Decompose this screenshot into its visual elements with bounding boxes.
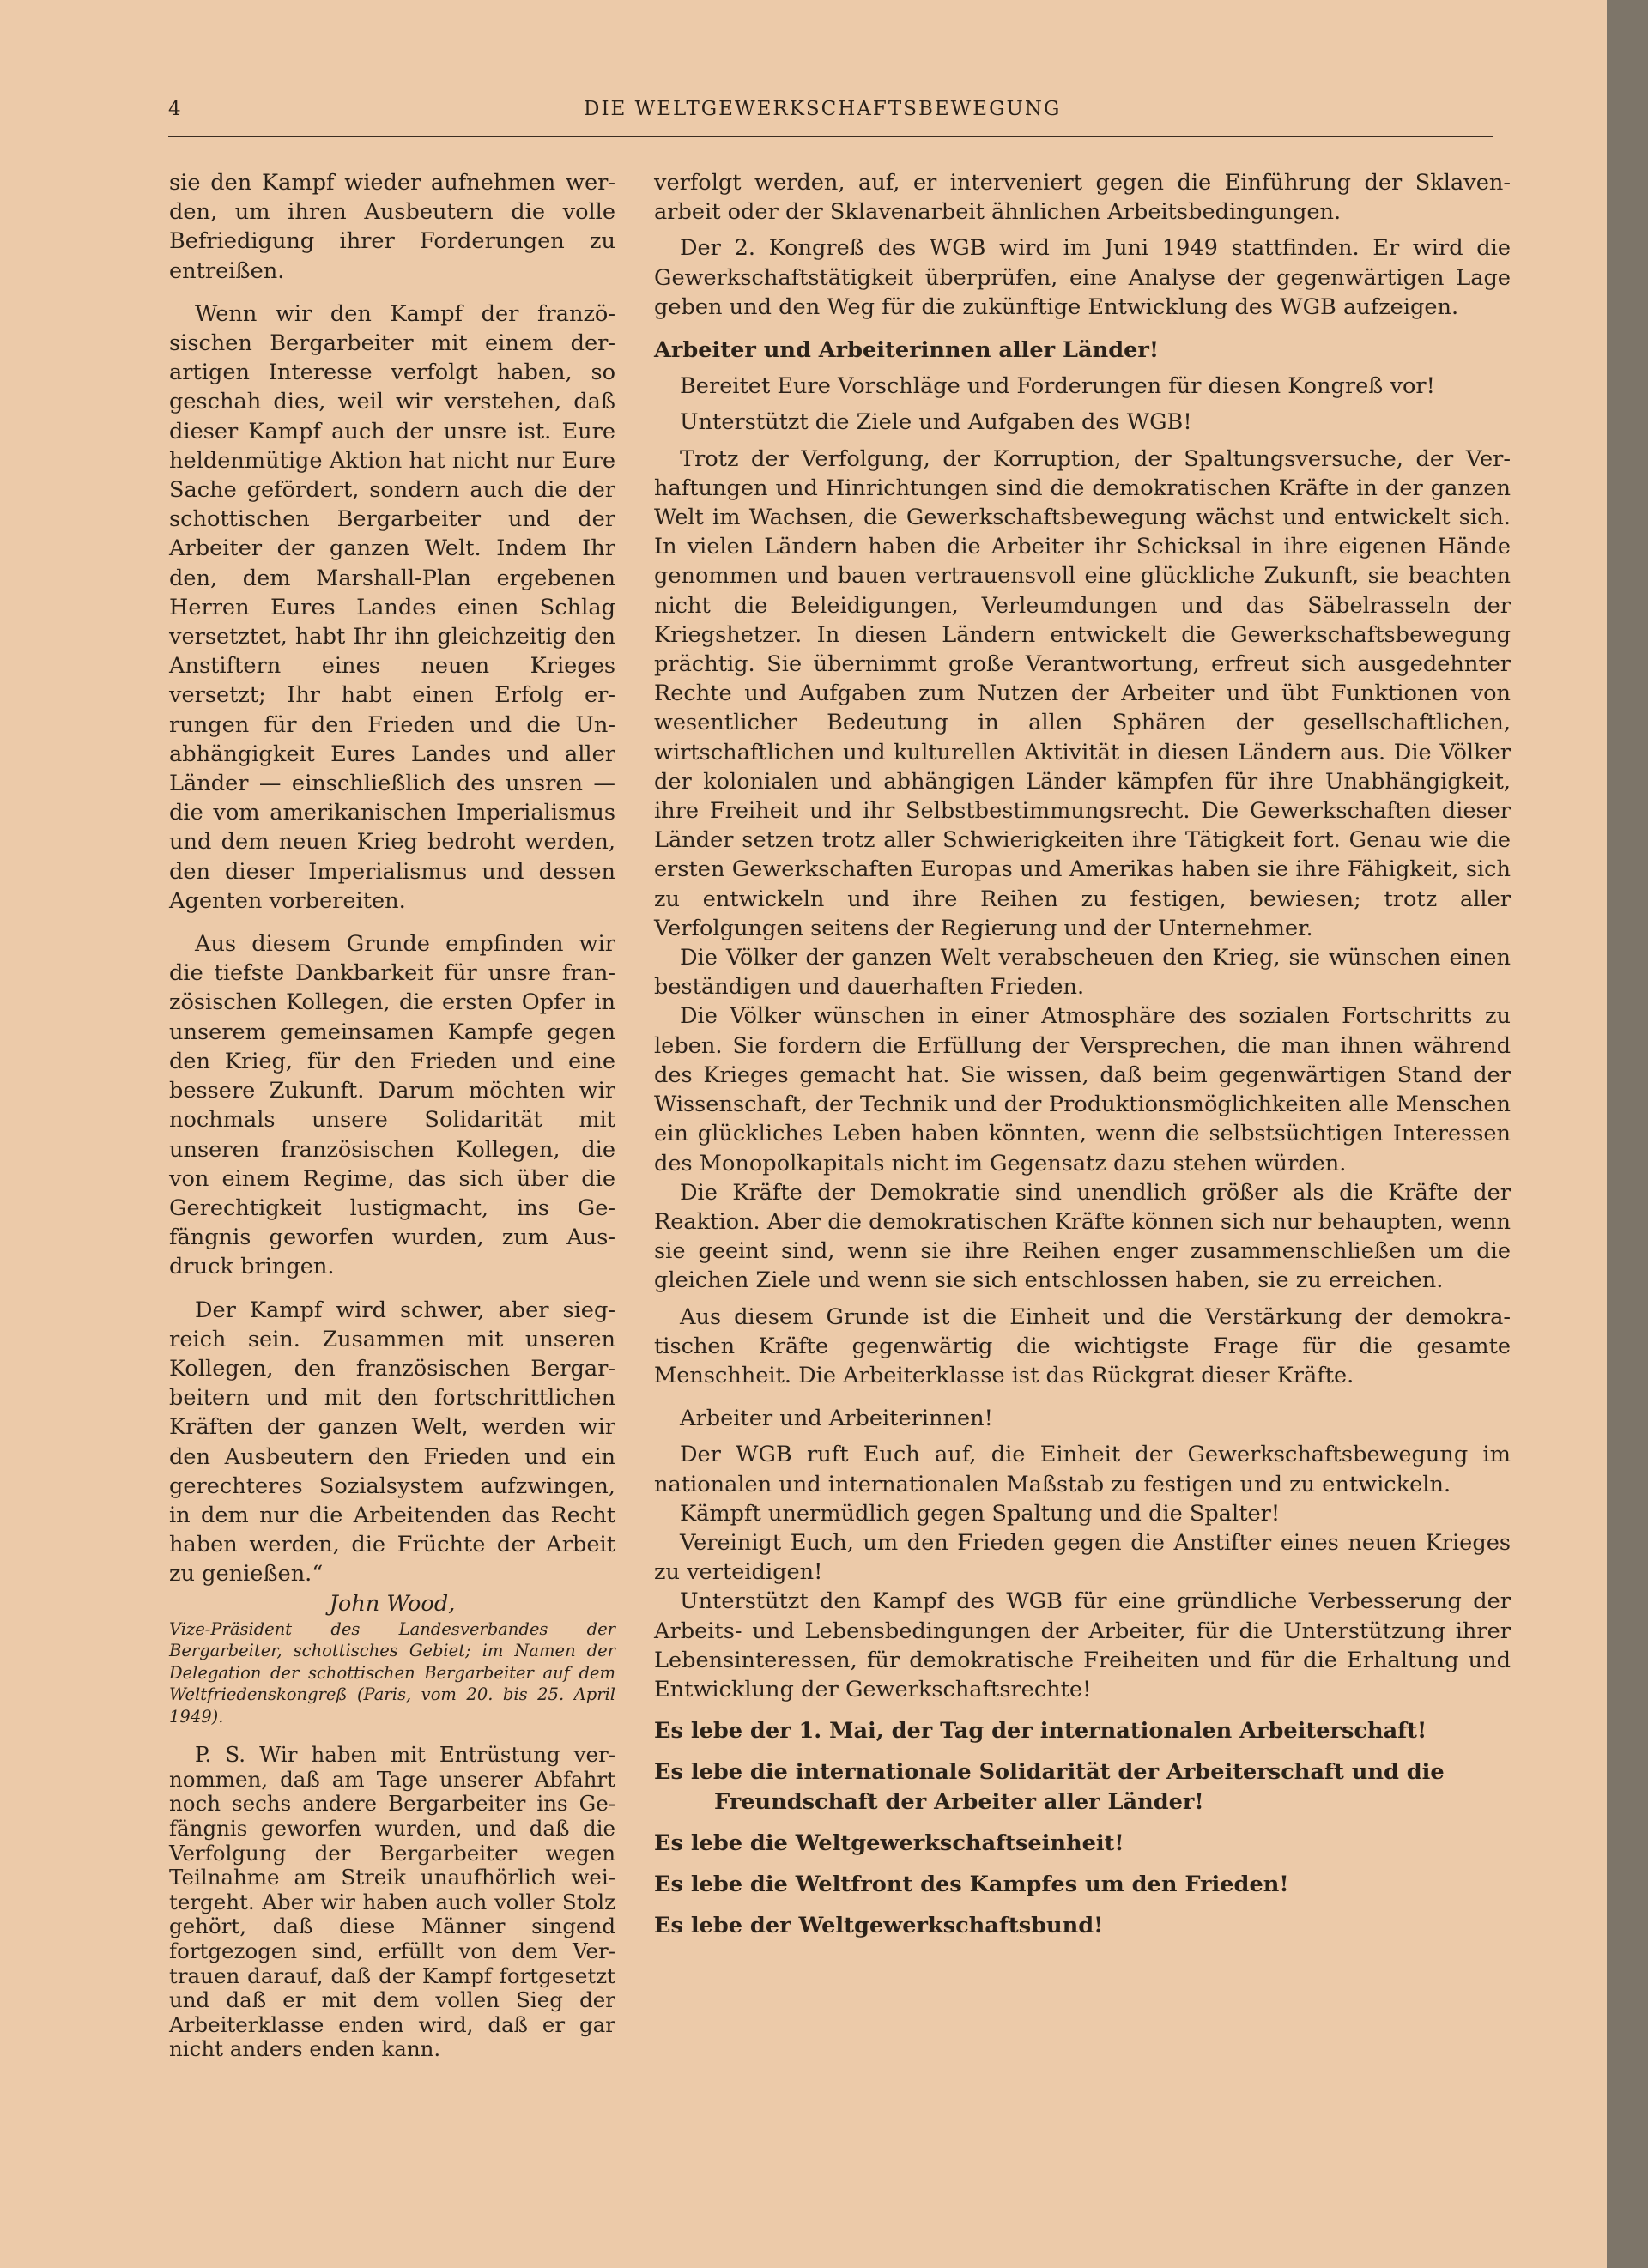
paragraph: verfolgt werden, auf, er interveniert gegen die Einführung der Sklavenarbeit oder der Sklavenarbeit ähnlichen Arbeitsbedingungen.	[654, 170, 1511, 226]
slogan: Es lebe die Weltfront des Kampfes um den Frieden!	[654, 1871, 1289, 1897]
paragraph: Aus diesem Grunde empfinden wir die tiefste Dankbarkeit für unsre französischen Kollegen, die ersten Opfer in unserem gemeinsamen Kampfe gegen den Krieg, für den Frieden und eine bessere Zukunft. Darum möchten wir nochmals unsere Solidarität mit unseren französischen Kollegen, die von einem Regime, das sich über die Gerechtigkeit lustigmacht, ins Gefängnis geworfen wurden, zum Ausdruck bringen.	[169, 931, 615, 1280]
signature-name: John Wood,	[329, 1590, 456, 1617]
slogan: Es lebe die Weltgewerkschaftseinheit!	[654, 1830, 1124, 1856]
page-number: 4	[168, 98, 183, 120]
paragraph: Unterstützt die Ziele und Aufgaben des WGB!	[680, 409, 1192, 436]
paragraph: Die Völker wünschen in einer Atmosphäre des sozialen Fortschritts zu leben. Sie fordern die Erfüllung der Versprechen, die man ihnen während des Krieges gemacht hat. Sie wissen, daß beim gegenwärtigen Stand der Wissenschaft, der Technik und der Produktionsmöglichkeiten alle Menschen ein glückliches Leben haben könnten, wenn die selbstsüchtigen Interessen des Monopolkapitals nicht im Gegensatz dazu stehen würden.	[654, 1003, 1511, 1176]
paragraph: Die Völker der ganzen Welt verabscheuen den Krieg, sie wünschen einen beständigen und dauerhaften Frieden.	[654, 945, 1511, 1001]
signature-description: Vize-Präsident des Landesverbandes der Bergarbeiter, schottisches Gebiet; im Namen der Delegation der schottischen Bergarbeiter auf dem Weltfriedenskongreß (Paris, vom 20. bis 25. April 1949).	[169, 1618, 615, 1727]
publication-title: DIE WELTGEWERKSCHAFTSBEWEGUNG	[584, 98, 1062, 120]
slogan: Es lebe der Weltgewerkschaftsbund!	[654, 1913, 1104, 1939]
header-rule	[168, 136, 1494, 137]
paragraph: Aus diesem Grunde ist die Einheit und die Verstärkung der demokratischen Kräfte gegenwärtig die wichtigste Frage für die gesamte Menschheit. Die Arbeiterklasse ist das Rückgrat dieser Kräfte.	[654, 1303, 1511, 1388]
paragraph: Die Kräfte der Demokratie sind unendlich größer als die Kräfte der Reaktion. Aber die demokratischen Kräfte können sich nur behaupten, wenn sie geeint sind, wenn sie ihre Reihen enger zusammenschließen um die gleichen Ziele und wenn sie sich entschlossen haben, sie zu erreichen.	[654, 1179, 1511, 1294]
slogan: Es lebe der 1. Mai, der Tag der internationalen Arbeiterschaft!	[654, 1718, 1427, 1745]
paragraph: Vereinigt Euch, um den Frieden gegen die Anstifter eines neuen Krieges zu verteidigen!	[654, 1529, 1511, 1586]
slogan-line: Es lebe die internationale Solidarität der Arbeiterschaft und die	[654, 1759, 1445, 1786]
paragraph: Der WGB ruft Euch auf, die Einheit der Gewerkschaftsbewegung im nationalen und internationalen Maßstab zu festigen und zu entwickeln.	[654, 1442, 1511, 1497]
paragraph: Unterstützt den Kampf des WGB für eine gründliche Verbesserung der Arbeits- und Lebensbedingungen der Arbeiter, für die Unterstützung ihrer Lebensinteressen, für demokratische Freiheiten und für die Erhaltung und Entwicklung der Gewerkschaftsrechte!	[654, 1588, 1511, 1703]
paragraph: Der Kampf wird schwer, aber siegreich sein. Zusammen mit unseren Kollegen, den französischen Bergarbeitern und mit den fortschrittlichen Kräften der ganzen Welt, werden wir den Ausbeutern den Frieden und ein gerechteres Sozialsystem aufzwingen, in dem nur die Arbeitenden das Recht haben werden, die Früchte der Arbeit zu genießen.“	[169, 1297, 615, 1588]
scan-edge	[1607, 0, 1648, 2268]
section-heading: Arbeiter und Arbeiterinnen aller Länder!	[654, 337, 1160, 364]
paragraph: Kämpft unermüdlich gegen Spaltung und die Spalter!	[680, 1500, 1281, 1527]
section-heading: Arbeiter und Arbeiterinnen!	[680, 1406, 993, 1432]
paragraph: Bereitet Eure Vorschläge und Forderungen für diesen Kongreß vor!	[680, 373, 1435, 400]
paragraph: Wenn wir den Kampf der französischen Bergarbeiter mit einem derartigen Interesse verfolgt haben, so geschah dies, weil wir verstehen, daß dieser Kampf auch der unsre ist. Eure heldenmütige Aktion hat nicht nur Eure Sache gefördert, sondern auch die der schottischen Bergarbeiter und der Arbeiter der ganzen Welt. Indem Ihr den, dem Marshall-Plan ergebenen Herren Eures Landes einen Schlag versetztet, habt Ihr ihn gleichzeitig den Anstiftern eines neuen Krieges versetzt; Ihr habt einen Erfolg errungen für den Frieden und die Unabhängigkeit Eures Landes und aller Länder — einschließlich des unsren — die vom amerikanischen Imperialismus und dem neuen Krieg bedroht werden, den dieser Imperialismus und dessen Agenten vorbereiten.	[169, 300, 615, 914]
page-header	[163, 93, 1494, 136]
right-column	[654, 168, 1511, 1940]
paragraph: sie den Kampf wieder aufnehmen werden, um ihren Ausbeutern die volle Befriedigung ihrer Forderungen zu entreißen.	[169, 170, 615, 284]
postscript: P. S. Wir haben mit Entrüstung vernommen, daß am Tage unserer Abfahrt noch sechs andere Bergarbeiter ins Gefängnis geworfen wurden, und daß die Verfolgung der Bergarbeiter wegen Teilnahme am Streik unaufhörlich weitergeht. Aber wir haben auch voller Stolz gehört, daß diese Männer singend fortgezogen sind, erfüllt von dem Vertrauen darauf, daß der Kampf fortgesetzt und daß er mit dem vollen Sieg der Arbeiterklasse enden wird, daß er gar nicht anders enden kann.	[169, 1742, 615, 2062]
slogan-line: Freundschaft der Arbeiter aller Länder!	[714, 1788, 1204, 1815]
paragraph: Der 2. Kongreß des WGB wird im Juni 1949 stattfinden. Er wird die Gewerkschaftstätigkeit überprüfen, eine Analyse der gegenwärtigen Lage geben und den Weg für die zukünftige Entwicklung des WGB aufzeigen.	[654, 235, 1511, 320]
paragraph: Trotz der Verfolgung, der Korruption, der Spaltungsversuche, der Verhaftungen und Hinrichtungen sind die demokratischen Kräfte in der ganzen Welt im Wachsen, die Gewerkschaftsbewegung wächst und entwickelt sich. In vielen Ländern haben die Arbeiter ihr Schicksal in ihre eigenen Hände genommen und bauen vertrauensvoll eine glückliche Zukunft, sie beachten nicht die Beleidigungen, Verleumdungen und das Säbelrasseln der Kriegshetzer. In diesen Ländern entwickelt die Gewerkschaftsbewegung prächtig. Sie übernimmt große Verantwortung, erfreut sich ausgedehnter Rechte und Aufgaben zum Nutzen der Arbeiter und übt Funktionen von wesentlicher Bedeutung in allen Sphären der gesellschaftlichen, wirtschaftlichen und kulturellen Aktivität in diesen Ländern aus. Die Völker der kolonialen und abhängigen Länder kämpfen für ihre Unabhängigkeit, ihre Freiheit und ihr Selbstbestimmungsrecht. Die Gewerkschaften dieser Länder setzen trotz aller Schwierigkeiten ihre Tätigkeit fort. Genau wie die ersten Gewerkschaften Europas und Amerikas haben sie ihre Fähigkeit, sich zu entwickeln und ihre Reihen zu festigen, bewiesen; trotz aller Verfolgungen seitens der Regierung und der Unternehmer.	[654, 445, 1511, 941]
slogan	[654, 1757, 1511, 1816]
left-column	[169, 168, 615, 2062]
